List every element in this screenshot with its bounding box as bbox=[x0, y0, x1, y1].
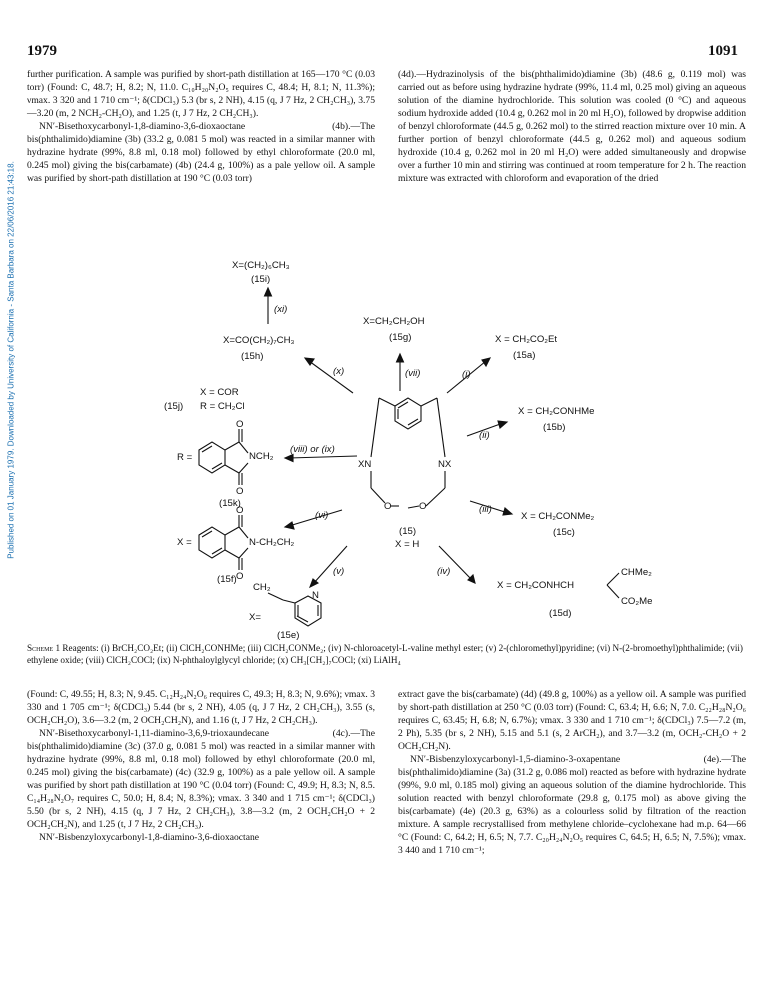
arrow-head bbox=[285, 522, 294, 529]
compound-15h-formula: X=CO(CH₂)₇CH₃ bbox=[223, 335, 295, 346]
column-bottom-left bbox=[27, 688, 375, 844]
compound-15j-label: (15j) bbox=[164, 401, 184, 412]
macrocycle-15 bbox=[371, 398, 445, 508]
compound-15-formula: X = H bbox=[395, 539, 420, 550]
reagent-viii-ix: (viii) or (ix) bbox=[290, 444, 335, 455]
compound-15h-label: (15h) bbox=[241, 351, 264, 362]
column-bottom-right bbox=[398, 688, 746, 857]
compound-15j-r-group: R = CH₂Cl bbox=[200, 401, 245, 412]
page-number: 1091 bbox=[708, 43, 738, 59]
benzene-ring bbox=[395, 398, 421, 429]
reagent-ii: (ii) bbox=[479, 430, 490, 441]
arrow-head bbox=[265, 288, 272, 296]
arrow-head bbox=[503, 508, 512, 515]
arrow-head bbox=[498, 421, 507, 428]
reagent-x: (x) bbox=[333, 366, 345, 377]
arrow-head bbox=[482, 358, 490, 366]
column-top-left bbox=[27, 68, 375, 185]
paragraph: (Found: C, 49.55; H, 8.3; N, 9.45. C₁₂H₂₄N₂O₆ requires C, 49.3; H, 8.3; N, 9.6%); νmax. 3 330 and 1 705 cm⁻¹; δ(CDCl₃) 5.44 (br s, 2 NH), 4.05 (q, J 7 Hz, 2 CH₂CH₃), 3.55 (s, OCH₂CH₂O), 3.6—3.2 (m, 2 OCH₂CH₂N), and 1.16 (t, J 7 Hz, 2 CH₂CH₃). bbox=[27, 689, 375, 726]
compound-15a-formula: X = CH₂CO₂Et bbox=[495, 334, 558, 345]
ring-oxygen: O bbox=[419, 501, 427, 512]
carbonyl-oxygen: O bbox=[236, 505, 244, 516]
r-group-label: R = bbox=[177, 452, 193, 463]
arrow-head bbox=[285, 455, 293, 462]
arrow-x bbox=[309, 361, 353, 393]
compound-15e-label: (15e) bbox=[277, 630, 300, 641]
column-top-right bbox=[398, 68, 746, 185]
nch2-group: NCH₂ bbox=[249, 451, 274, 462]
branch-line bbox=[607, 585, 619, 598]
reagent-vii: (vii) bbox=[405, 368, 421, 379]
compound-15f-label: (15f) bbox=[217, 574, 237, 585]
compound-15b-label: (15b) bbox=[543, 422, 566, 433]
compound-15i-formula: X=(CH₂)₆CH₃ bbox=[232, 260, 290, 271]
journal-year: 1979 bbox=[27, 43, 57, 59]
scheme-caption-label: Scheme 1 bbox=[27, 643, 61, 653]
pyridine-nitrogen: N bbox=[312, 590, 319, 601]
compound-15b-formula: X = CH₂CONHMe bbox=[518, 406, 595, 417]
arrow-head bbox=[397, 354, 404, 362]
scheme-caption-text: Reagents: (i) BrCH₂CO₂Et; (ii) ClCH₂CONHMe; (iii) ClCH₂CONMe₂; (iv) N-chloroacetyl-L-valine methyl ester; (v) 2-(chloromethyl)pyridine; (vi) N-(2-bromoethyl)phthalimide; (vii) ethylene oxide; (viii) ClCH₂COCl; (ix) N-phthaloylglycyl chloride; (x) CH₃[CH₂]₇COCl; (xi) LiAlH₄ bbox=[27, 643, 743, 665]
carbonyl-oxygen: O bbox=[236, 419, 244, 430]
paragraph: NN′-Bisethoxycarbonyl-1,8-diamino-3,6-dioxaoctane (4b).—The bis(phthalimido)diamine (3b) (33.2 g, 0.081 5 mol) was reacted in a similar manner with hydrazine hydrate (99%, 8.8 ml, 0.18 mol) followed by ethyl chloroformate (20.0 ml, 0.245 mol) giving the bis(carbamate) (4b) (24.4 g, 100%) as a pale yellow oil. A sample was purified by short-path distillation at 190 °C (0.03 torr) bbox=[27, 121, 375, 184]
paragraph: NN′-Bisbenzyloxycarbonyl-1,8-diamino-3,6-dioxaoctane bbox=[39, 832, 260, 843]
reagent-vi: (vi) bbox=[315, 510, 329, 521]
reaction-scheme bbox=[27, 248, 743, 641]
paragraph: extract gave the bis(carbamate) (4d) (49.8 g, 100%) as a yellow oil. A sample was purified by short-path distillation at 250 °C (0.03 torr) (Found: C, 63.4; H, 6.6; N, 7.0. C₂₂H₂₈N₂O₆ requires C, 63.45; H, 6.8; N, 6.7%); νmax. 3 330 and 1 710 cm⁻¹; δ(CDCl₃) 7.5—7.2 (m, 2 Ph), 5.35 (br s, 2 NH), 5.15 and 5.1 (s, 2 ArCH₂), and 3.7—3.2 (m, OCH₂-CH₂O + 2 OCH₂CH₂N). bbox=[398, 689, 746, 752]
co2me-group: CO₂Me bbox=[621, 596, 653, 607]
compound-15d-label: (15d) bbox=[549, 608, 572, 619]
scheme-caption bbox=[27, 642, 743, 666]
compound-15c-label: (15c) bbox=[553, 527, 575, 538]
x-label: X = bbox=[177, 537, 192, 548]
carbonyl-oxygen: O bbox=[236, 571, 244, 582]
scheme-drawing bbox=[27, 248, 743, 638]
phthalimide-15f bbox=[199, 515, 248, 570]
compound-15-label: (15) bbox=[399, 526, 417, 537]
download-watermark-text: Published on 01 January 1979. Downloaded by University of California - Santa Barbara on 22/06/2016 21:43:18. bbox=[6, 161, 16, 559]
compound-15g-formula: X=CH₂CH₂OH bbox=[363, 316, 425, 327]
compound-15g-label: (15g) bbox=[389, 332, 412, 343]
benzene-ring bbox=[199, 442, 225, 473]
branch-line bbox=[607, 573, 619, 585]
paragraph: NN′-Bisethoxycarbonyl-1,11-diamino-3,6,9-trioxaundecane (4c).—The bis(phthalimido)diamine (3c) (37.0 g, 0.081 5 mol) was reacted in a similar manner with hydrazine hydrate (99%, 8.8 ml, 0.18 mol) followed by ethyl chloroformate (20.0 ml, 0.245 mol) giving the bis(carbamate) (4c) (32.9 g, 100%) as a pale yellow oil. A sample was purified by short path distillation at 190 °C (0.04 torr) (Found: C, 49.9; H, 8.3; N, 8.5. C₁₄H₂₈N₂O₇ requires C, 50.0; H, 8.4; N, 8.3%); νmax. 3 340 and 1 715 cm⁻¹; δ(CDCl₃) 5.50 (br s, 2 NH), 4.15 (q, J 7 Hz, 2 CH₂CH₃), 3.8—3.2 (m, 2 OCH₂CH₂O + 2 OCH₂CH₂N), and 1.25 (t, J 7 Hz, 2 CH₂CH₃). bbox=[27, 728, 375, 830]
chme2-group: CHMe₂ bbox=[621, 567, 652, 578]
paragraph: (4d).—Hydrazinolysis of the bis(phthalimido)diamine (3b) (48.6 g, 0.119 mol) was carried out as before using hydrazine hydrate (99%, 11.4 ml, 0.25 mol) giving an aqueous solution of the diamine hydrochloride. This solution was cooled (0 °C) and aqueous sodium hydroxide added (10.4 g, 0.262 mol in 20 ml H₂O), followed by dropwise addition of benzyl chloroformate (44.5 g, 0.262 mol) to the stirred reaction mixture over 10 min. A further portion of benzyl chloroformate (44.5 g, 0.262 mol) and aqueous sodium hydroxide (10.4 g, 0.262 mol in 20 ml H₂O) were added simultaneously and dropwise over a further 10 min and stirring was continued at room temperature for 2 h. The reaction mixture was extracted with chloroform and evaporation of the dried bbox=[398, 69, 746, 184]
compound-15a-label: (15a) bbox=[513, 350, 536, 361]
benzene-ring bbox=[199, 527, 225, 558]
paragraph: NN′-Bisbenzyloxycarbonyl-1,5-diamino-3-oxapentane (4e).—The bis(phthalimido)diamine (3a) (31.2 g, 0.086 mol) reacted as before with hydrazine hydrate (99%, 9.0 ml, 0.185 mol) giving an aqueous solution of the diamine hydrochloride. This solution reacted with benzyl chloroformate (29.8 g, 0.175 mol) as above giving the bis(carbamate) (4e) (20.3 g, 63%) as a colourless solid by filtration of the reaction mixture. A sample recrystallised from methylene chloride–cyclohexane had m.p. 64—66 °C (Found: C, 64.2; H, 6.5; N, 7.7. C₂₀H₂₄N₂O₅ requires C, 64.5; H, 6.5; N, 7.5%); νmax. 3 440 and 1 710 cm⁻¹; bbox=[398, 754, 746, 856]
ch2-group: CH₂ bbox=[253, 582, 271, 593]
compound-15i-label: (15i) bbox=[251, 274, 271, 285]
compound-15j-formula: X = COR bbox=[200, 387, 239, 398]
compound-15c-formula: X = CH₂CONMe₂ bbox=[521, 511, 595, 522]
compound-15k-label: (15k) bbox=[219, 498, 241, 509]
paragraph: further purification. A sample was purified by short-path distillation at 165—170 °C (0.03 torr) (Found: C, 48.7; H, 8.2; N, 11.0. C₁₀H₂₀N₂O₅ requires C, 48.4; H, 8.1; N, 11.3%); νmax. 3 320 and 1 710 cm⁻¹; δ(CDCl₃) 5.3 (br s, 2 NH), 4.15 (q, J 7 Hz, 2 CH₂CH₃), 3.75—3.20 (m, 2 NCH₂-CH₂O), and 1.25 (t, J 7 Hz, 2 CH₂CH₃). bbox=[27, 69, 375, 119]
reagent-v: (v) bbox=[333, 566, 345, 577]
compound-15d-formula: X = CH₂CONHCH bbox=[497, 580, 575, 591]
nch2ch2-group: N-CH₂CH₂ bbox=[249, 537, 295, 548]
arrow-viii-ix bbox=[289, 456, 357, 458]
phthalimide-15k bbox=[199, 429, 248, 485]
reagent-xi: (xi) bbox=[274, 304, 288, 315]
reagent-iv: (iv) bbox=[437, 566, 451, 577]
reagent-iii: (iii) bbox=[479, 504, 492, 515]
carbonyl-oxygen: O bbox=[236, 486, 244, 497]
xn-group: XN bbox=[358, 459, 372, 470]
nx-group: NX bbox=[438, 459, 452, 470]
reagent-i: (i) bbox=[462, 369, 471, 380]
ring-oxygen: O bbox=[384, 501, 392, 512]
arrow-v bbox=[313, 546, 347, 584]
download-watermark bbox=[0, 40, 22, 680]
x-label: X= bbox=[249, 612, 262, 623]
